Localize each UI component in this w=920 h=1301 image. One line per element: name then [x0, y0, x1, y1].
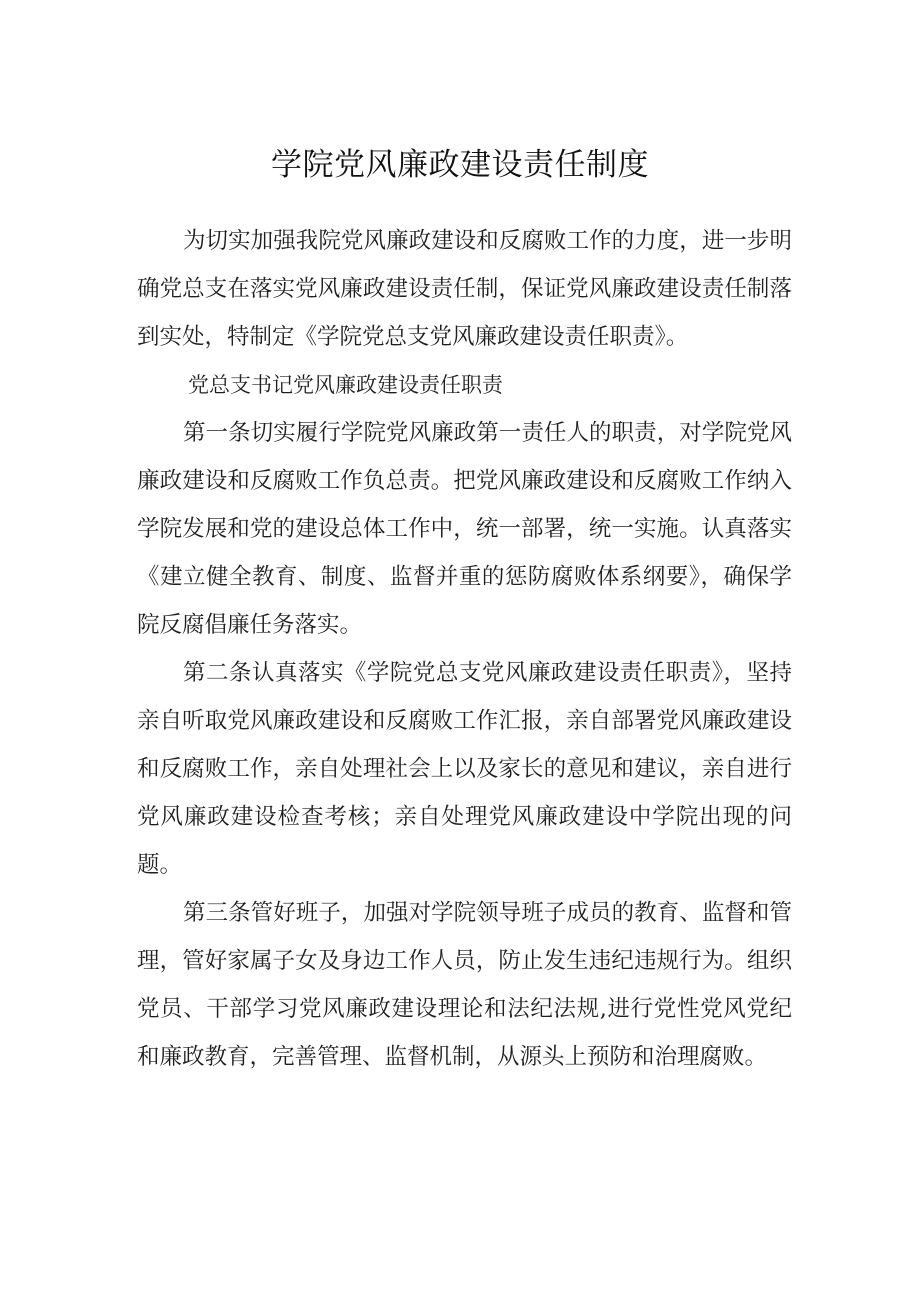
- document-title: 学院党风廉政建设责任制度: [271, 147, 649, 183]
- article-1-paragraph: 第一条切实履行学院党风廉政第一责任人的职责，对学院党风廉政建设和反腐败工作负总责。把党风廉政建设和反腐败工作纳入学院发展和党的建设总体工作中，统一部署，统一实施。认真落实《建立健全教育、制度、监督并重的惩防腐败体系纲要》，确保学院反腐倡廉任务落实。: [137, 420, 792, 638]
- document-body: [137, 217, 792, 1081]
- article-2-paragraph: 第二条认真落实《学院党总支党风廉政建设责任职责》，坚持亲自听取党风廉政建设和反腐败工作汇报，亲自部署党风廉政建设和反腐败工作，亲自处理社会上以及家长的意见和建议，亲自进行党风廉政建设检查考核；亲自处理党风廉政建设中学院出现的问题。: [137, 660, 792, 878]
- intro-paragraph: 为切实加强我院党风廉政建设和反腐败工作的力度，进一步明确党总支在落实党风廉政建设责任制，保证党风廉政建设责任制落到实处，特制定《学院党总支党风廉政建设责任职责》。: [137, 228, 792, 350]
- section-heading: 党总支书记党风廉政建设责任职责: [188, 373, 503, 397]
- article-3-paragraph: 第三条管好班子，加强对学院领导班子成员的教育、监督和管理，管好家属子女及身边工作人员，防止发生违纪违规行为。组织党员、干部学习党风廉政建设理论和法纪法规,进行党性党风党纪和廉政教育，完善管理、监督机制，从源头上预防和治理腐败。: [137, 900, 792, 1070]
